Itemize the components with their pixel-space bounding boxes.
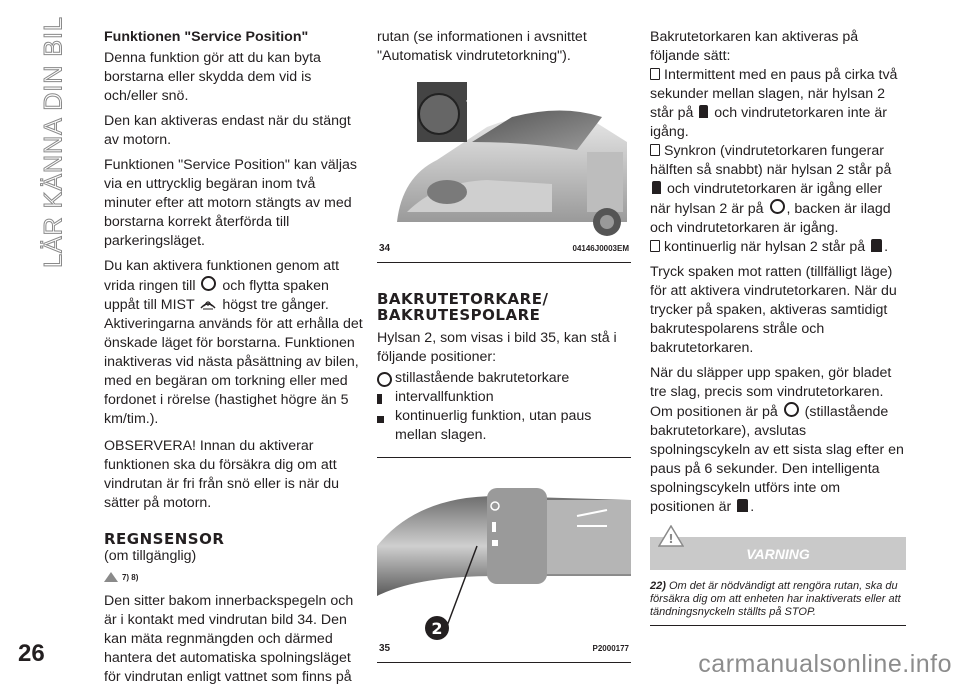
text-span: . (750, 499, 755, 515)
text-span: kontinuerlig när hylsan 2 står på (664, 239, 866, 255)
interval-position-icon (699, 105, 708, 118)
text-span: Intermittent med en paus på cirka två sekunder mellan slagen, när hylsan 2 står på (650, 67, 898, 121)
car-illustration (377, 72, 631, 240)
stalk-illustration (377, 476, 631, 640)
list-item (377, 388, 631, 407)
bullet-square-icon (650, 68, 660, 80)
list-item (377, 369, 631, 388)
bakrutetorkare-heading: BAKRUTETORKARE/ BAKRUTESPOLARE (377, 290, 549, 324)
figure-code: 04146J0003EM (572, 244, 629, 253)
page-number: 26 (18, 640, 45, 667)
bullet-item (650, 142, 906, 238)
figure-number: 35 (379, 643, 391, 654)
regnsensor-subtitle: (om tillgänglig) (104, 548, 197, 564)
regnsensor-heading: REGNSENSOR (104, 530, 225, 548)
paragraph: Bakrutetorkaren kan aktiveras på följande sätt: (650, 29, 859, 64)
warning-note (650, 580, 906, 619)
text-span: , backen är ilagd och vindrutetorkaren är igång. (650, 201, 891, 236)
list-item-text: stillastående bakrutetorkare (395, 370, 570, 386)
list-item (377, 407, 631, 445)
figure-34 (377, 72, 631, 263)
service-position-heading: Funktionen "Service Position" (104, 29, 309, 45)
column-3 (650, 28, 906, 626)
list-item-text: kontinuerlig funktion, utan paus mellan slagen. (395, 408, 592, 443)
column-2 (377, 28, 631, 663)
observera-paragraph: OBSERVERA! Innan du aktiverar funktionen ska du försäkra dig om att vindrutan är fri från snö eller is när du sätter på motorn. (104, 438, 339, 511)
figure-code: P2000177 (592, 644, 629, 653)
figure-number: 34 (379, 243, 391, 254)
note-number: 22) (650, 580, 666, 592)
continuous-position-icon (737, 499, 748, 512)
paragraph: Tryck spaken mot ratten (tillfälligt läge) för att aktivera vindrutetorkaren. När du trycker på spaken, aktiveras samtidigt bakrutespolarens stråle och bakrutetorkaren. (650, 264, 897, 356)
text-span: . (884, 239, 889, 255)
warning-triangle-icon (104, 572, 118, 582)
column-1 (104, 28, 364, 693)
text-span: (stillastående bakrutetorkare), avslutas spolningscykeln av ett sista slag efter en paus på 6 sekunder. Den intelligenta spolningscykeln utförs inte om positionen är (650, 404, 904, 515)
section-side-title (24, 16, 84, 268)
car-rain-sensor-image (377, 72, 631, 240)
note-text: Om det är nödvändigt att rengöra rutan, ska du försäkra dig om att enheten har inaktiverats eller att tändningsnyckeln ställts på STOP. (650, 580, 901, 618)
divider (650, 625, 906, 626)
bullet-item (650, 238, 906, 257)
off-position-icon (770, 199, 785, 214)
bullet-item (650, 66, 906, 142)
divider (377, 457, 631, 458)
wiper-stalk-image (377, 476, 631, 640)
paragraph (650, 364, 906, 517)
paragraph: Den sitter bakom innerbackspegeln och är i kontakt med vindrutan bild 34. Den kan mäta regnmängden och därmed hantera det automatiska spolningsläget för vindrutan enligt vattnet som finns på (104, 593, 354, 685)
reference-numbers: 7) 8) (121, 573, 139, 582)
text-span: högst tre gånger. Aktiveringarna används för att erhålla det önskade läget för borstarna. Funktionen inaktiveras vid nästa påsättning av bilen, med en begäran om torkning eller med fordonet i rörelse (hastighet högre än 5 km/tim.). (104, 297, 363, 427)
paragraph: Funktionen "Service Position" kan väljas via en uttrycklig begäran inom två minuter efter att motorn stängts av med borstarna korrekt återförda till parkeringsläget. (104, 157, 357, 249)
warning-banner (650, 532, 906, 570)
svg-text:!: ! (668, 532, 674, 546)
text-span: Synkron (vindrutetorkaren fungerar hälften så snabbt) när hylsan 2 står på (650, 143, 892, 178)
bullet-square-icon (650, 240, 660, 252)
off-position-icon (784, 402, 799, 417)
callout-number: 2 (431, 619, 443, 638)
off-position-icon (201, 276, 216, 291)
side-title-text: LÄR KÄNNA DIN BIL (39, 16, 68, 268)
continuous-position-icon (871, 239, 882, 252)
interval-position-icon (652, 181, 661, 194)
paragraph: Hylsan 2, som visas i bild 35, kan stå i följande positioner: (377, 330, 617, 365)
watermark-link[interactable]: carmanualsonline.info (698, 650, 952, 678)
text-span: När du släpper upp spaken, gör bladet tre slag, precis som vindrutetorkaren. Om positionen är på (650, 365, 892, 420)
paragraph (104, 257, 364, 429)
warning-title: VARNING (746, 546, 810, 562)
warning-triangle-icon (658, 525, 684, 547)
windscreen-spray-icon (199, 298, 217, 310)
paragraph: Denna funktion gör att du kan byta borstarna eller skydda dem vid is och/eller snö. (104, 50, 321, 104)
warning-references (104, 568, 364, 588)
paragraph: rutan (se informationen i avsnittet "Automatisk vindrutetorkning"). (377, 29, 587, 64)
bullet-square-icon (650, 144, 660, 156)
figure-35 (377, 476, 631, 663)
list-item-text: intervallfunktion (395, 389, 494, 405)
text-span: och vindrutetorkaren är igång eller när hylsan 2 är på (650, 181, 883, 217)
text-span: Du kan aktivera funktionen genom att vrida ringen till (104, 258, 340, 294)
text-span: och flytta spaken uppåt till MIST (104, 278, 329, 313)
paragraph: Den kan aktiveras endast när du stängt av motorn. (104, 113, 351, 148)
position-list (377, 369, 631, 445)
continuous-position-icon (377, 410, 384, 429)
text-span: och vindrutetorkaren inte är igång. (650, 105, 887, 140)
